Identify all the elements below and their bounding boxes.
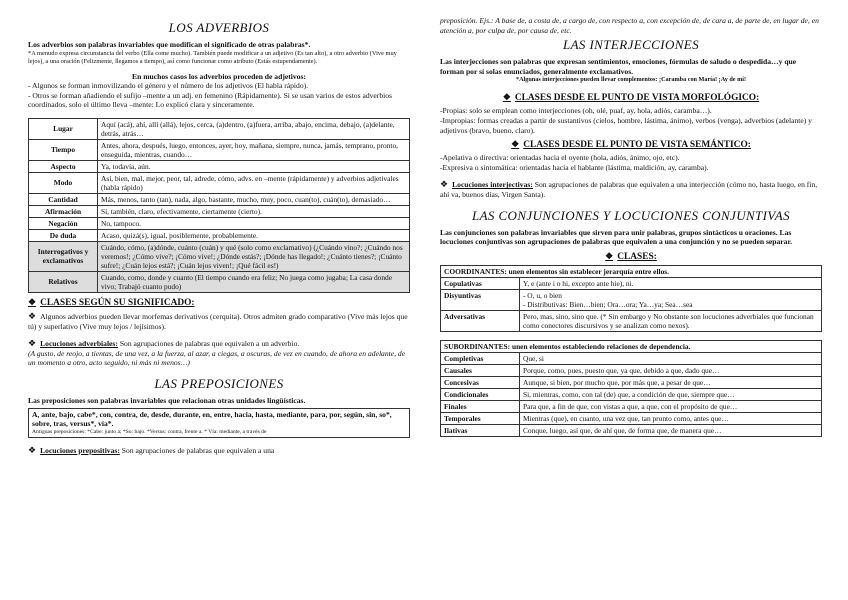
prep-list: A, ante, bajo, cabe*, con, contra, de, desde, durante, en, entre, hacia, hasta, mediante, para, por, según, sin, so*, sobre, tras, versus*, vía*. (32, 409, 392, 429)
diamond-bullet-icon: ❖ (502, 92, 511, 103)
adverb-type-row-value: Sí, también, claro, efectivamente, ciertamente (cierto). (98, 205, 410, 217)
adverb-type-row (29, 172, 410, 193)
subordinante-row-key: Temporales (441, 412, 520, 424)
coordinantes-table (440, 265, 822, 332)
adverb-type-row-key: Aspecto (29, 160, 98, 172)
adverb-type-row-key: Negación (29, 217, 98, 229)
adverb-type-row-key: Afirmación (29, 205, 98, 217)
adverb-type-row-key: Relativos (29, 271, 98, 292)
prep-note: Antiguas preposiciones: *Cabe: junto a; *So: bajo. *Versus: contra, frente a. * Vía: mediante, a través de (32, 428, 267, 435)
grade-text: ❖ Algunos adverbios pueden llevar morfemas derivativos (cerquita). Otros admiten grado comparativo (Vive más lejos que tú) y superlativo (Vive muy lejos / lejísimos). (28, 310, 408, 331)
adverb-type-row (29, 160, 410, 172)
adverb-type-row-value: Aquí (acá), ahí, allí (allá), lejos, cerca, (a)dentro, (a)fuera, arriba, abajo, encima, debajo, (a)delante, detrás, atrás… (98, 118, 410, 139)
adverb-type-row (29, 205, 410, 217)
adverb-types-table (28, 118, 410, 293)
adverbios-intro: Los adverbios son palabras invariables que modifican el significado de otras palabras*. (28, 40, 311, 49)
prep-intro: Las preposiciones son palabras invariables que relacionan otras unidades lingüísticas. (28, 395, 306, 405)
prep-continuation: preposición. Ejs.: A base de, a costa de, a cargo de, con respecto a, con excepción de, de cara a, de parte de, en lugar de, en atención a, por culpa de, por causa de, etc. (440, 16, 819, 35)
adverb-type-row (29, 241, 410, 271)
adverb-type-row-key: Interrogativos y exclamativos (29, 241, 98, 271)
adverb-type-row-value: Más, menos, tanto (tan), nada, algo, bastante, mucho, muy, poco, cuan(to), cuán(to), demasiado… (98, 193, 410, 205)
subordinante-row (441, 400, 822, 412)
subordinante-row-value: Porque, como, pues, puesto que, ya que, debido a que, dado que… (520, 364, 822, 376)
diamond-bullet-icon: ❖ (28, 338, 37, 349)
diamond-bullet-icon: ❖ (605, 250, 614, 261)
sem-heading: ❖ CLASES DESDE EL PUNTO DE VISTA SEMÁNTICO: (511, 139, 751, 151)
coordinante-row (441, 289, 822, 310)
adverbios-title: LOS ADVERBIOS (168, 20, 270, 35)
subordinante-row-value: Que, si (520, 352, 822, 364)
subordinante-row-key: Ilativas (441, 424, 520, 436)
sem-item-2: -Expresiva o sintomática: orientadas hacia el hablante (lástima, maldición, ay, caramba). (440, 162, 709, 172)
adverb-type-row-key: Cantidad (29, 193, 98, 205)
subordinante-row-key: Concesivas (441, 376, 520, 388)
coordinante-row-value: Pero, mas, sino, sino que. (* Sin embargo y No obstante son locuciones adverbiales que funcionan como conectores discursivos y se analizan como nexos). (520, 310, 822, 331)
subordinante-row-key: Causales (441, 364, 520, 376)
coordinante-row (441, 310, 822, 331)
coordinantes-header: COORDINANTES: unen elementos sin establecer jerarquía entre ellos. (441, 265, 822, 277)
subordinante-row-key: Condicionales (441, 388, 520, 400)
locuciones-adverbiales: ❖ Locuciones adverbiales: Son agrupaciones de palabras que equivalen a un adverbio. (28, 338, 300, 349)
subordinante-row-value: Mientras (que), en cuanto, una vez que, tan pronto como, antes que… (520, 412, 822, 424)
adverb-type-row (29, 193, 410, 205)
preposiciones-title: LAS PREPOSICIONES (154, 375, 284, 391)
subordinante-row (441, 364, 822, 376)
diamond-bullet-icon: ❖ (440, 179, 449, 190)
adverb-type-row-value: No, tampoco. (98, 217, 410, 229)
derive-item-1: - Algunos se forman inmovilizando el género y el número de los adjetivos (El habla rápido). (28, 81, 309, 91)
derive-item-2: - Otros se forman añadiendo el sufijo –mente a un adj. en femenino (Rápidamente). Si se usan varios de estos adverbios coordinados, solo el último lleva –mente: Lo explicó clara y sinceramente. (28, 90, 392, 110)
adverb-type-row-value: Cuando, como, donde y cuanto (El tiempo cuando era feliz; No juega como jugaba; La casa donde vivo; Trabajó cuanto pudo) (98, 271, 410, 292)
adverb-type-row-key: Modo (29, 172, 98, 193)
adverb-type-row-value: Antes, ahora, después, luego, entonces, ayer, hoy, mañana, siempre, nunca, jamás, temprano, pronto, enseguida, mientras, cuando… (98, 139, 410, 160)
adverb-type-row-key: De duda (29, 229, 98, 241)
subordinante-row (441, 424, 822, 436)
adverb-type-row-value: Acaso, quizá(s), igual, posiblemente, probablemente. (98, 229, 410, 241)
morf-item-2: -Impropias: formas creadas a partir de sustantivos (cielos, hombre, lástima, ánimo), verbos (venga), adverbios (adelante) y adjetivos (bravo, bueno, claro). (440, 115, 812, 135)
locuciones-interjectivas: ❖ Locuciones interjectivas: Son agrupaciones de palabras que equivalen a una interjección (cómo no, hasta luego, en fin, ahí va, buenos días, Virgen Santa). (440, 179, 818, 199)
left-column (28, 18, 410, 455)
morf-heading: ❖ CLASES DESDE EL PUNTO DE VISTA MORFOLÓGICO: (502, 92, 760, 104)
coordinante-row-key: Copulativas (441, 277, 520, 289)
subordinantes-header: SUBORDINANTES: unen elementos estableciendo relaciones de dependencia. (441, 340, 822, 352)
coordinante-row-key: Disyuntivas (441, 289, 520, 310)
right-column (440, 16, 822, 437)
subordinantes-table (440, 340, 822, 437)
subordinante-row-value: Conque, luego, así que, de ahí que, de forma que, de manera que… (520, 424, 822, 436)
diamond-bullet-icon: ❖ (511, 139, 520, 150)
coordinante-row-value: Y, e (ante i o hi, excepto ante hie), ni. (520, 277, 822, 289)
diamond-bullet-icon: ❖ (28, 444, 37, 455)
conjunciones-title: LAS CONJUNCIONES Y LOCUCIONES CONJUNTIVAS (471, 207, 791, 223)
derive-heading: En muchos casos los adverbios proceden de adjetivos: (132, 71, 306, 81)
subordinante-row (441, 388, 822, 400)
diamond-bullet-icon: ❖ (28, 310, 37, 321)
adverb-type-row (29, 118, 410, 139)
locuciones-prepositivas: ❖ Locuciones prepositivas: Son agrupaciones de palabras que equivalen a una (28, 444, 275, 455)
locuciones-examples: (A gusto, de reojo, a tientas, de una vez, a la fuerza, al azar, a ciegas, a oscuras, de vez en cuando, de ahora en adelante, de un momento a otro, acto seguido, ni más ni menos…) (28, 348, 406, 368)
subordinante-row (441, 412, 822, 424)
interjecciones-title: LAS INTERJECCIONES (562, 37, 700, 53)
coordinante-row-value: - O, u, o bien - Distributivas: Bien…bien; Ora…ora; Ya…ya; Sea…sea (520, 289, 822, 310)
adverb-type-row-value: Ya, todavía, aún. (98, 160, 410, 172)
subordinante-row-key: Finales (441, 400, 520, 412)
subordinante-row (441, 352, 822, 364)
morf-item-1: -Propias: solo se emplean como interjecciones (oh, olé, puaf, ay, hola, adiós, caramba…). (440, 106, 712, 116)
coordinante-row-key: Adversativas (441, 310, 520, 331)
subordinante-row-key: Completivas (441, 352, 520, 364)
adverb-type-row (29, 217, 410, 229)
coordinante-row (441, 277, 822, 289)
adverb-type-row-value: Cuándo, cómo, (a)dónde, cuánto (cuán) y qué (solo como exclamativo) (¿Cuándo vino?; ¿Cuándo nos veremos!; ¿Cómo vive?; ¡Cómo vive!; ¿Dónde estás?; ¡Dónde has llegado!; ¿Cuánto tienes?; ¡Cuánto sufre!; ¿Cuán lejos está?; ¡Cuán lejos viven!; ¡Qué fácil es!) (98, 241, 410, 271)
sem-item-1: -Apelativa o directiva: orientadas hacia el oyente (hola, adiós, ánimo, ojo, etc). (440, 153, 680, 163)
adverb-type-row-value: Así, bien, mal, mejor, peor, tal, adrede, cómo, advs. en –mente (rápidamente) y adverbios adjetivales (habla rápido) (98, 172, 410, 193)
adverb-type-row (29, 139, 410, 160)
interj-intro: Las interjecciones son palabras que expresan sentimientos, emociones, fórmulas de saludo o despedida…y que forman por sí solas enunciados, generalmente exclamativos. (440, 57, 797, 76)
interj-note: *Algunas interjecciones pueden llevar complementos: ¡Caramba con María! ¡Ay de mí! (515, 76, 747, 84)
conj-intro: Las conjunciones son palabras invariables que sirven para unir palabras, grupos sintácticos u oraciones. Las locuciones conjuntivas son agrupaciones de palabras que equivalen a una conjunción y no se pueden separar. (440, 227, 793, 247)
adverbios-note: *A menudo expresa circunstancia del verbo (Ella come mucho). También puede modificar a un adjetivo (Es tan alto), a otro adverbio (Vive muy lejos), a una oración (Felizmente, llegamos a tiempo), así como funcionar como atributo (Estás estupendamente). (28, 49, 397, 65)
classes-heading: ❖ CLASES SEGÚN SU SIGNIFICADO: (28, 296, 195, 308)
subordinante-row-value: Para que, a fin de que, con vistas a que, a que, con el propósito de que… (520, 400, 822, 412)
subordinante-row (441, 376, 822, 388)
subordinante-row-value: Aunque, si bien, por mucho que, por más que, a pesar de que… (520, 376, 822, 388)
adverb-type-row-key: Lugar (29, 118, 98, 139)
conj-classes-heading: ❖ CLASES: (605, 250, 657, 262)
diamond-bullet-icon: ❖ (28, 296, 37, 307)
adverb-type-row-key: Tiempo (29, 139, 98, 160)
subordinante-row-value: Si, mientras, como, con tal (de) que, a condición de que, siempre que… (520, 388, 822, 400)
adverb-type-row (29, 271, 410, 292)
prep-list-box (28, 408, 410, 438)
adverb-type-row (29, 229, 410, 241)
